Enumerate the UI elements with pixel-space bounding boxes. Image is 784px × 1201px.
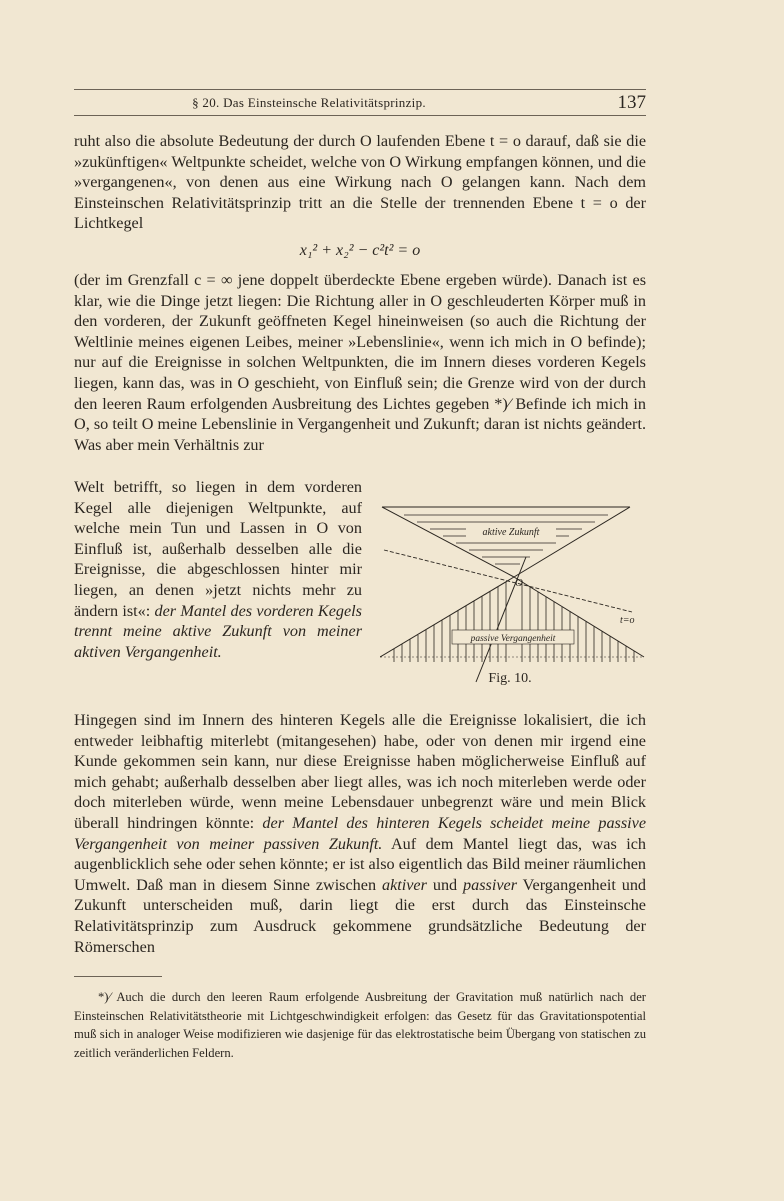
header-rule-top — [74, 89, 646, 90]
paragraph-3 — [74, 477, 362, 662]
paragraph-2 — [74, 270, 646, 455]
word-aktiver: aktiver — [381, 875, 427, 894]
paragraph-1-text: ruht also die absolute Bedeutung der durch O laufenden Ebene t = o darauf, daß sie die »zukünftigen« Weltpunkte scheidet, welche von O Wirkung empfangen können, und die »vergangenen«, von denen aus eine Wirkung nach O gelangen kann. Nach dem Einsteinschen Relativitätsprinzip tritt an die Stelle der trennenden Ebene t = o der Lichtkegel — [74, 132, 646, 233]
paragraph-4-text-b: Auf dem Mantel liegt das, was ich augenblicklich sehe oder sehen könnte; er ist also eigentlich das Bild meiner räumlichen Umwelt. Daß man in diesem Sinne zwischen — [74, 834, 646, 894]
word-und: und — [432, 875, 458, 894]
label-plane-t0: t=o — [620, 615, 635, 626]
plane-t0 — [384, 550, 635, 626]
paragraph-3-emphasis: der Mantel des vorderen Kegels trennt meine aktive Zukunft von meiner aktiven Vergangenheit. — [74, 601, 362, 661]
paragraph-4-emphasis: der Mantel des hinteren Kegels scheidet meine passive Vergangenheit von meiner passiven Zukunft. — [74, 813, 646, 853]
worldline — [476, 557, 526, 682]
label-active-future: aktive Zukunft — [482, 527, 540, 538]
future-cone — [382, 507, 630, 577]
paragraph-2-text: (der im Grenzfall c = ∞ jene doppelt überdeckte Ebene ergeben würde). Danach ist es klar, wie die Dinge jetzt liegen: Die Richtung aller in O geschleuderten Körper muß in den vorderen, der Zukunft geöffneten Kegel hineinweisen (so auch die Richtung der Weltlinie meines eigenen Leibes, meiner »Lebenslinie«, wenn ich mich in O befinde); nur auf die Ereignisse in solchen Weltpunkten, die im Innern dieses vorderen Kegels liegen, kann das, was in O geschieht, von Einfluß sein; die Grenze wird von der durch den leeren Raum erfolgenden Ausbreitung des Lichtes gegeben *)⁄ Befinde ich mich in O, so teilt O meine Lebenslinie in Vergangenheit und Zukunft; daran ist nichts geändert. Was aber mein Verhältnis zur — [74, 271, 646, 454]
paragraph-1 — [74, 131, 646, 234]
paragraph-3-text: Welt betrifft, so liegen in dem vorderen Kegel alle diejenigen Weltpunkte, auf welche mein Tun und Lassen in O von Einfluß ist, außerhalb desselben alle die Ereignisse, die abgeschlossen hinter mir liegen, an denen »jetzt nichts mehr zu ändern ist«: — [74, 478, 362, 620]
light-cone-figure — [380, 502, 646, 692]
footnote — [74, 988, 646, 1062]
footnote-text: *)⁄ Auch die durch den leeren Raum erfolgende Ausbreitung der Gravitation muß natürlich nach der Einsteinschen Relativitätstheorie mit Lichtgeschwindigkeit erfolgen: das Gesetz für das Gravitationspotential muß sich in analoger Weise modifizieren wie dasjenige für das elektrostatische beim Übergang von statischen zu zeitlich veränderlichen Feldern. — [74, 990, 646, 1060]
paragraph-4-text-c: Vergangenheit und Zukunft unterscheiden muß, darin liegt die erst durch das Einsteinsche Relativitätsprinzip zum Ausdruck gekommene grundsätzliche Bedeutung der Römerschen — [74, 875, 647, 956]
label-origin: O — [515, 577, 523, 589]
word-passiver: passiver — [463, 875, 517, 894]
past-cone — [380, 577, 644, 662]
label-passive-past: passive Vergangenheit — [470, 634, 556, 644]
header-rule-bottom — [74, 115, 646, 116]
figure-caption: Fig. 10. — [488, 671, 532, 686]
paragraph-4-text-a: Hingegen sind im Innern des hinteren Kegels alle die Ereignisse lokalisiert, die ich entweder leibhaftig miterlebt (mitangesehen) habe, oder von denen mir irgend eine Kunde gekommen sein kann, nur diese Ereignisse haben möglicherweise Einfluß auf mich gehabt; außerhalb desselben aber liegt alles, was ich noch miterleben werde oder doch miterleben würde, wenn meine Lebensdauer unbegrenzt wäre und mein Blick überall hindringen könnte: — [74, 711, 646, 832]
footnote-rule — [74, 976, 162, 977]
light-cone-equation: x₁² + x₂² − c²t² = o — [299, 242, 421, 259]
paragraph-4 — [74, 710, 646, 957]
running-header: § 20. Das Einsteinsche Relativitätsprinzip. — [192, 95, 426, 110]
page-number: 137 — [617, 92, 646, 113]
